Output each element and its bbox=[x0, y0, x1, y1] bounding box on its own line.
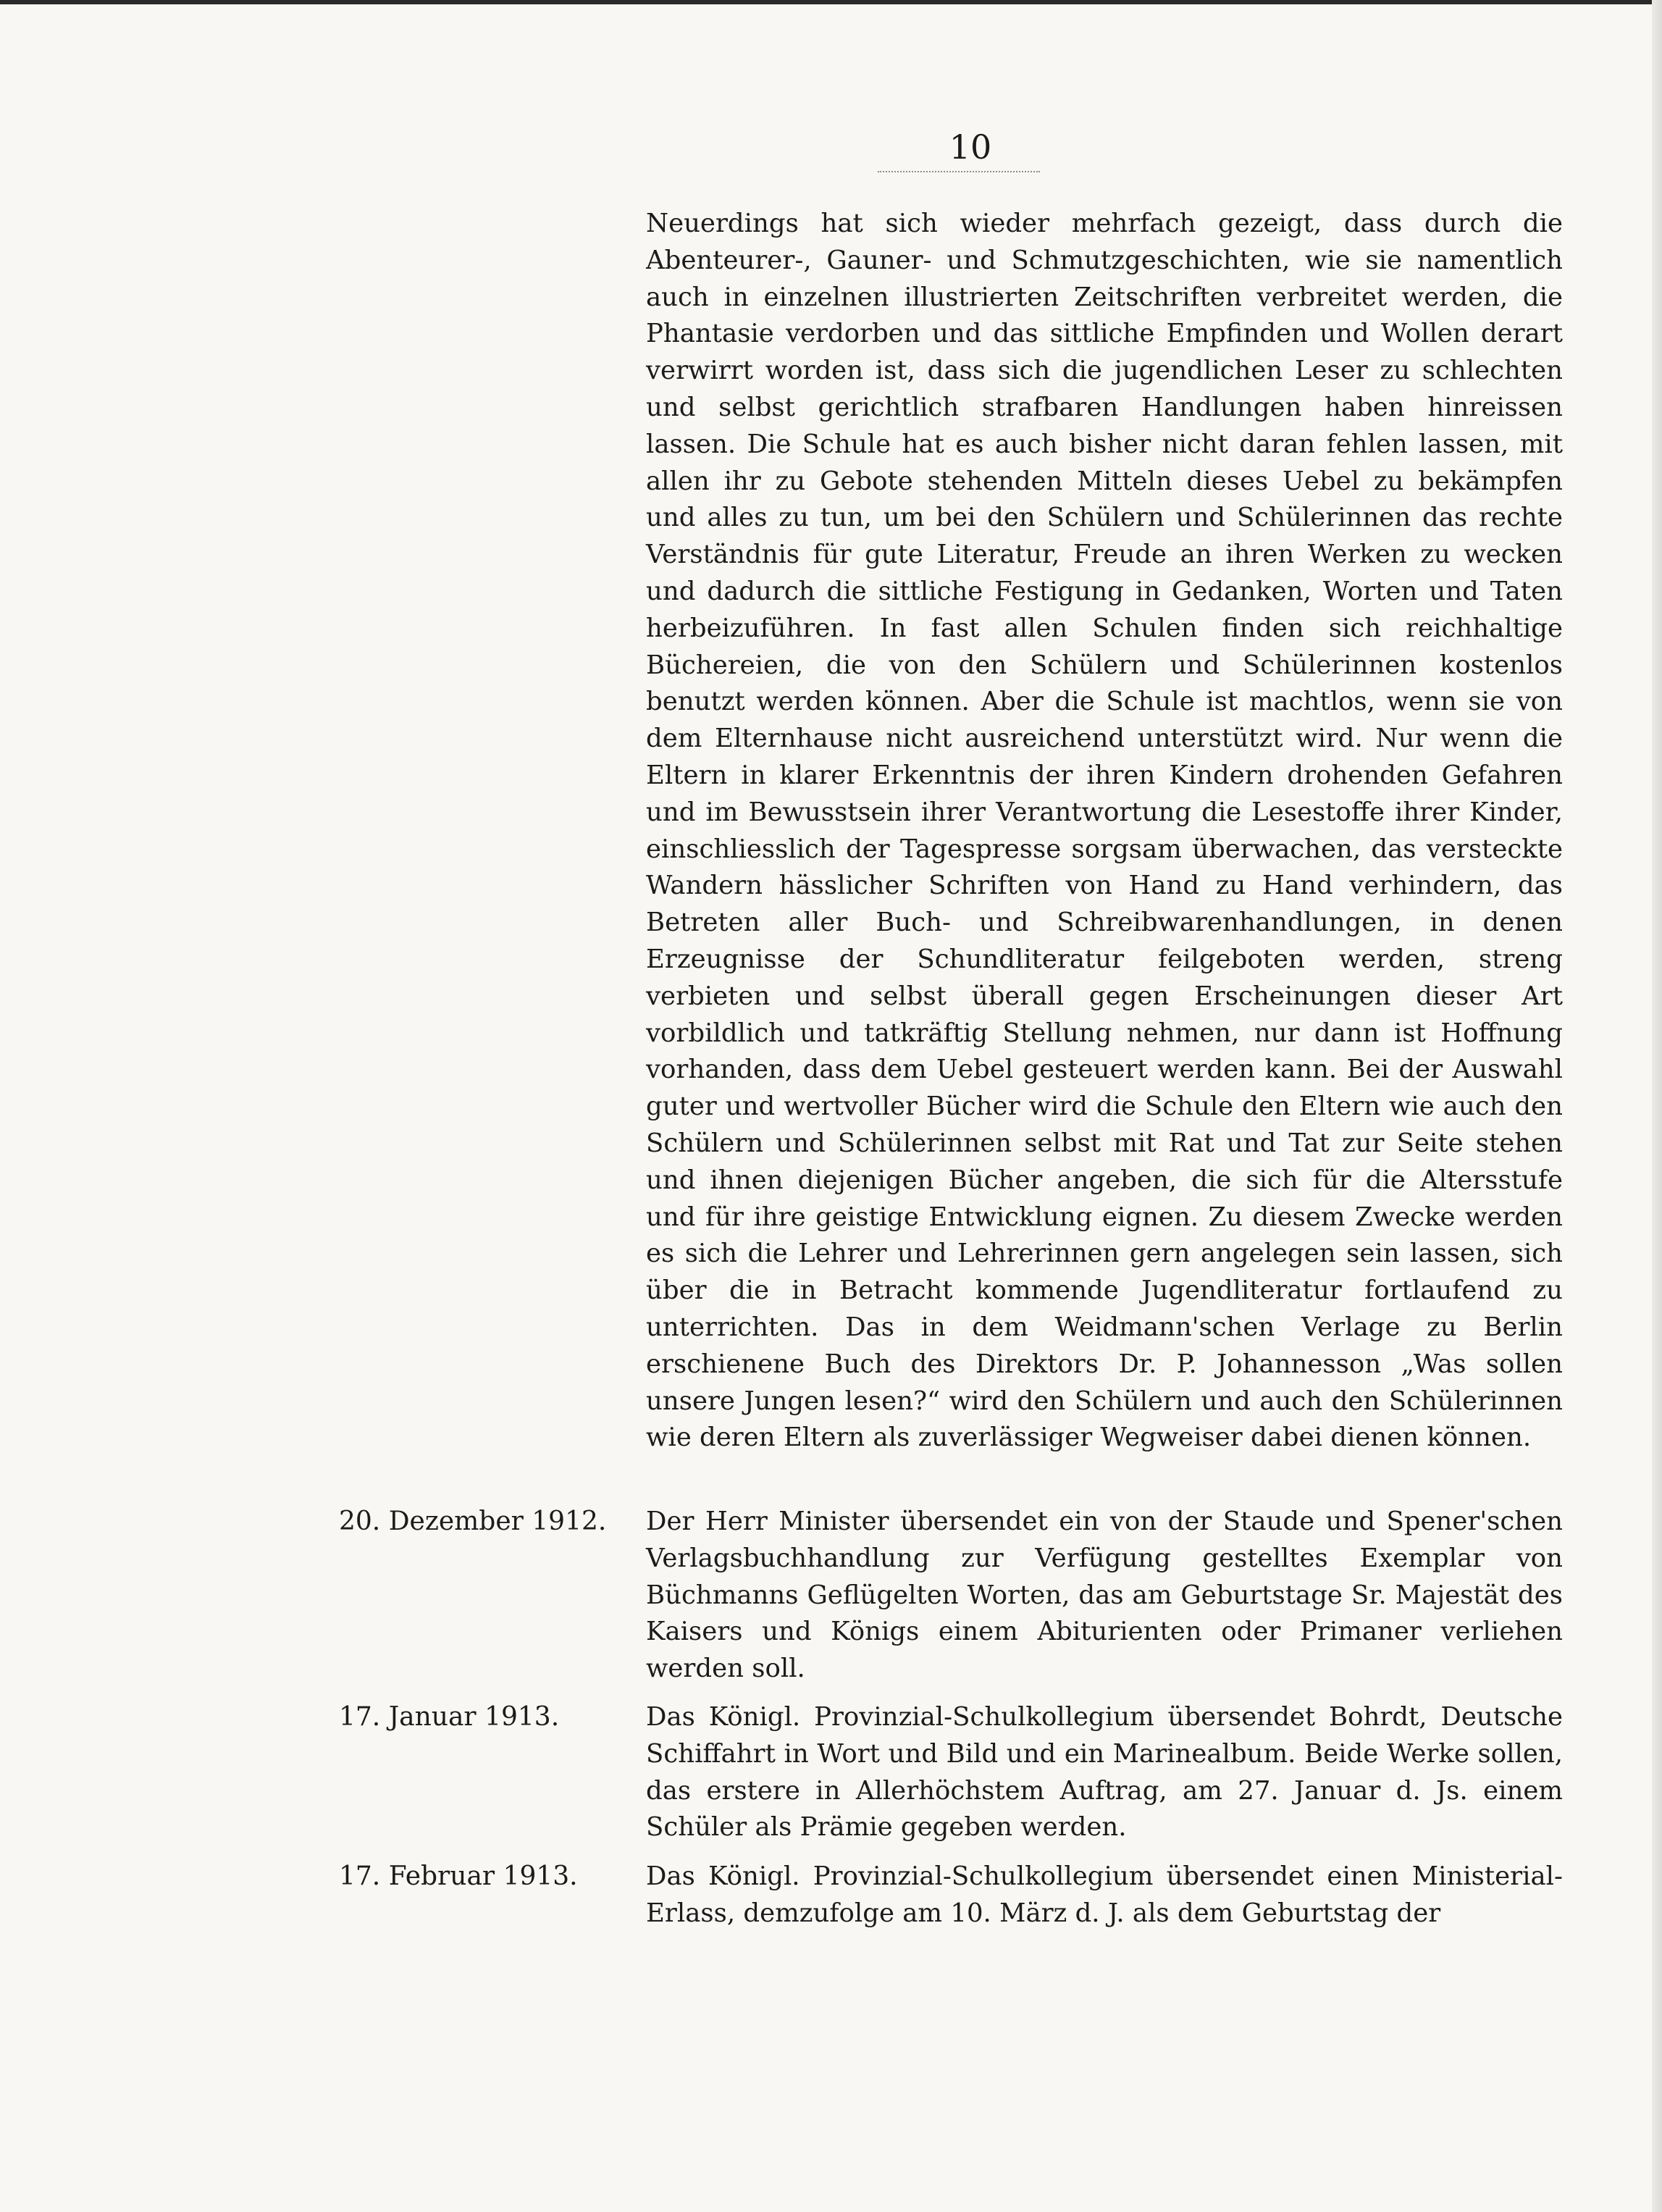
page-number: 10 bbox=[949, 127, 992, 167]
entry-text: Das Königl. Provinzial-Schulkollegium übersendet einen Ministerial-Erlass, demzufolge am 10. März d. J. als dem Geburtstag der bbox=[646, 1861, 1563, 1928]
main-paragraph: Neuerdings hat sich wieder mehrfach gezeigt, dass durch die Abenteurer-, Gauner- und Schmutzgeschichten, wie sie namentlich auch in einzelnen illustrierten Zeitschriften verbreitet werden, die Phantasie verdorben und das sittliche Empfinden und Wollen derart verwirrt worden ist, dass sich die jugendlichen Leser zu schlechten und selbst gerichtlich strafbaren Handlungen haben hinreissen lassen. Die Schule hat es auch bisher nicht daran fehlen lassen, mit allen ihr zu Gebote stehenden Mitteln dieses Uebel zu bekämpfen und alles zu tun, um bei den Schülern und Schülerinnen das rechte Verständnis für gute Literatur, Freude an ihren Werken zu wecken und dadurch die sittliche Festigung in Gedanken, Worten und Taten herbeizuführen. In fast allen Schulen finden sich reichhaltige Büchereien, die von den Schülern und Schülerinnen kostenlos benutzt werden können. Aber die Schule ist machtlos, wenn sie von dem Elternhause nicht ausreichend unterstützt wird. Nur wenn die Eltern in klarer Erkenntnis der ihren Kindern drohenden Gefahren und im Bewusstsein ihrer Verantwortung die Lesestoffe ihrer Kinder, einschliesslich der Tagespresse sorgsam überwachen, das versteckte Wandern hässlicher Schriften von Hand zu Hand verhindern, das Betreten aller Buch- und Schreibwarenhandlungen, in denen Erzeugnisse der Schundliteratur feilgeboten werden, streng verbieten und selbst überall gegen Erscheinungen dieser Art vorbildlich und tatkräftig Stellung nehmen, nur dann ist Hoffnung vorhanden, dass dem Uebel gesteuert werden kann. Bei der Auswahl guter und wertvoller Bücher wird die Schule den Eltern wie auch den Schülern und Schülerinnen selbst mit Rat und Tat zur Seite stehen und ihnen diejenigen Bücher angeben, die sich für die Altersstufe und für ihre geistige Entwicklung eignen. Zu diesem Zwecke werden es sich die Lehrer und Lehrerinnen gern angelegen sein lassen, sich über die in Betracht kommende Jugendliteratur fortlaufend zu unterrichten. Das in dem Weidmann'schen Verlage zu Berlin erschienene Buch des Direktors Dr. P. Johannesson „Was sollen unsere Jungen lesen?“ wird den Schülern und auch den Schülerinnen wie deren Eltern als zuverlässiger Wegweiser dabei dienen können. bbox=[646, 209, 1563, 1453]
page-top-edge bbox=[0, 0, 1662, 4]
entry-text: Der Herr Minister übersendet ein von der Staude und Spener'schen Verlagsbuchhandlung zur Verfügung gestelltes Exemplar von Büchmanns Geflügelten Worten, das am Geburtstage Sr. Majestät des Kaisers und Königs einem Abiturienten oder Primaner verliehen werden soll. bbox=[646, 1507, 1563, 1684]
entry-date: 17. Januar 1913. bbox=[339, 1702, 560, 1732]
entry-text: Das Königl. Provinzial-Schulkollegium übersendet Bohrdt, Deutsche Schiffahrt in Wort und Bild und ein Marinealbum. Beide Werke sollen, das erstere in Allerhöchstem Auftrag, am 27. Januar d. Js. einem Schüler als Prämie gegeben werden. bbox=[646, 1702, 1563, 1843]
entry-date: 17. Februar 1913. bbox=[339, 1861, 578, 1891]
entry-date: 20. Dezember 1912. bbox=[339, 1507, 607, 1536]
main-paragraph-block bbox=[646, 206, 1563, 1457]
page-number-ornament bbox=[878, 165, 1040, 172]
page-right-edge bbox=[1652, 0, 1662, 2212]
